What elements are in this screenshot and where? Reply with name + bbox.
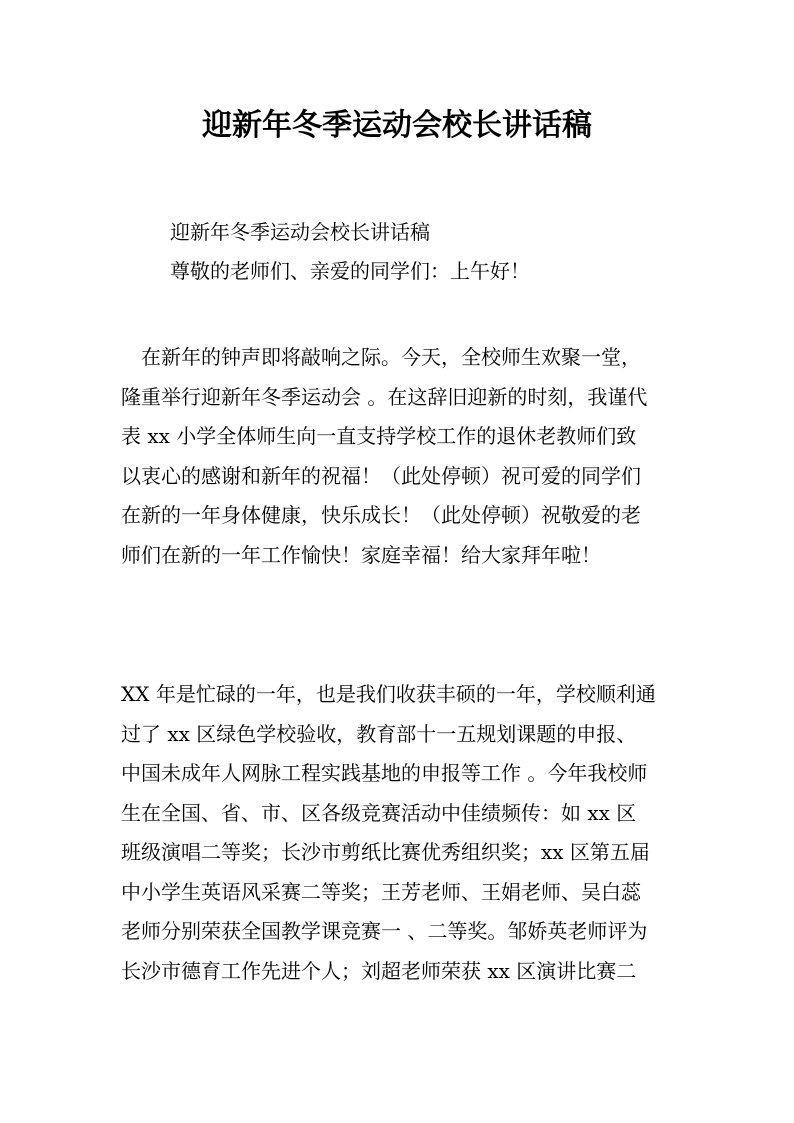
paragraph-line: 老师分别荣获全国教学课竞赛一 、二等奖。邹娇英老师评为 bbox=[121, 919, 648, 943]
paragraph-line: 在新的一年身体健康，快乐成长！（此处停顿）祝敬爱的老 bbox=[121, 503, 641, 527]
paragraph-line: 过了 xx 区绿色学校验收，教育部十一五规划课题的申报、 bbox=[121, 721, 637, 746]
paragraph-line: 在新年的钟声即将敲响之际。今天，全校师生欢聚一堂， bbox=[121, 345, 641, 369]
paragraph-2 bbox=[121, 675, 673, 991]
paragraph-line: 隆重举行迎新年冬季运动会 。在这辞旧迎新的时刻，我谨代 bbox=[121, 384, 648, 409]
document-subtitle: 迎新年冬季运动会校长讲话稿 bbox=[170, 220, 430, 244]
paragraph-line: 班级演唱二等奖；长沙市剪纸比赛优秀组织奖；xx 区第五届 bbox=[121, 840, 650, 864]
paragraph-line: XX 年是忙碌的一年，也是我们收获丰硕的一年，学校顺利通 bbox=[121, 682, 656, 706]
greeting-line: 尊敬的老师们、亲爱的同学们：上午好！ bbox=[170, 259, 530, 283]
document-title: 迎新年冬季运动会校长讲话稿 bbox=[202, 108, 592, 143]
paragraph-line: 生在全国、省、市、区各级竞赛活动中佳绩频传：如 xx 区 bbox=[121, 800, 637, 825]
paragraph-line: 长沙市德育工作先进个人；刘超老师荣获 xx 区演讲比赛二 bbox=[121, 958, 637, 983]
paragraph-line: 表 xx 小学全体师生向一直支持学校工作的退休老教师们致 bbox=[121, 424, 637, 448]
paragraph-line: 以衷心的感谢和新年的祝福！（此处停顿）祝可爱的同学们 bbox=[121, 463, 641, 488]
paragraph-line: 中小学生英语风采赛二等奖；王芳老师、王娟老师、吴白蕊 bbox=[121, 879, 641, 904]
paragraph-line: 中国未成年人网脉工程实践基地的申报等工作 。今年我校师 bbox=[121, 761, 648, 785]
paragraph-line: 师们在新的一年工作愉快！家庭幸福！给大家拜年啦！ bbox=[121, 542, 601, 567]
paragraph-1 bbox=[121, 338, 673, 575]
